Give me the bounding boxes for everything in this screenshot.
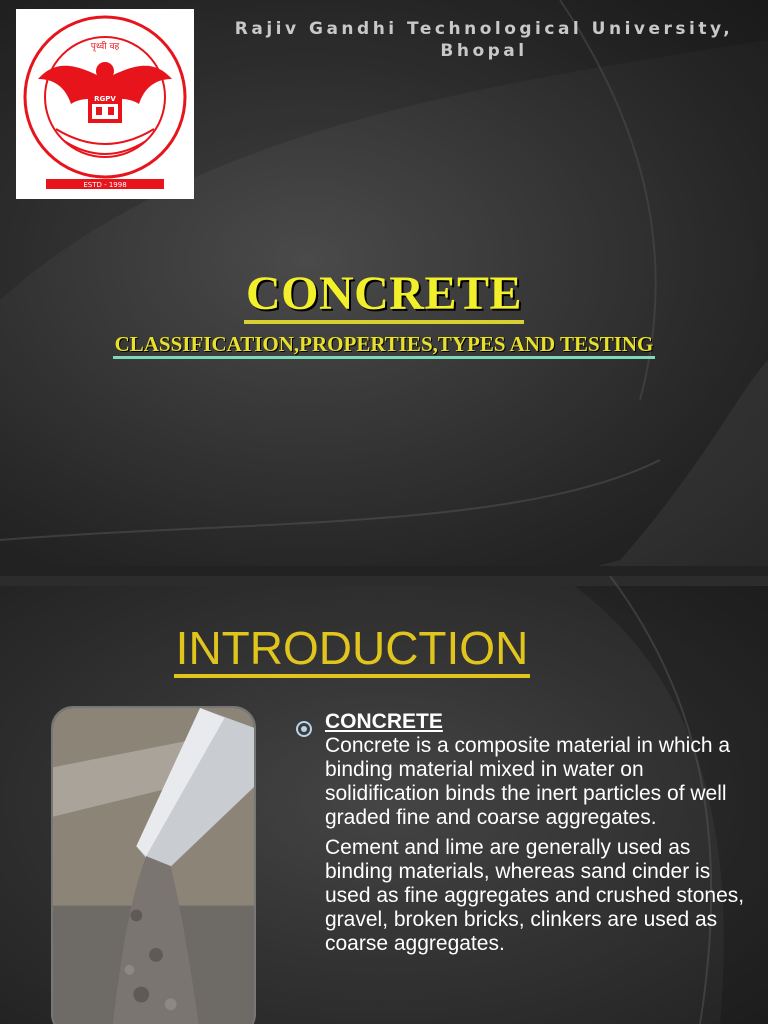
slide-title: CONCRETE xyxy=(244,268,524,324)
svg-text:ESTD - 1998: ESTD - 1998 xyxy=(83,181,127,189)
university-name: Rajiv Gandhi Technological University, Bhopal xyxy=(234,19,734,61)
bullet-icon xyxy=(296,721,312,737)
subtitle-wrapper xyxy=(0,332,768,359)
slide-body xyxy=(325,710,745,962)
university-logo xyxy=(16,9,194,199)
introduction-slide xyxy=(0,576,768,1024)
svg-text:पृथ्वी वह: पृथ्वी वह xyxy=(90,42,120,52)
heading-wrapper xyxy=(0,622,704,678)
concrete-pour-image xyxy=(51,706,256,1024)
title-wrapper xyxy=(0,268,768,324)
paragraph-materials: Cement and lime are generally used as binding materials, whereas sand cinder is used as fine aggregates and crushed stones, gravel, broken bricks, clinkers are used as coarse aggregates. xyxy=(325,836,745,955)
svg-text:RGPV: RGPV xyxy=(94,95,116,103)
slide-subtitle: CLASSIFICATION,PROPERTIES,TYPES AND TESTING xyxy=(113,332,656,359)
slide-heading: INTRODUCTION xyxy=(174,622,531,678)
bullet-heading: CONCRETE xyxy=(325,710,443,733)
paragraph-definition: Concrete is a composite material in which a binding material mixed in water on solidification binds the inert particles of well graded fine and coarse aggregates. xyxy=(325,734,731,829)
